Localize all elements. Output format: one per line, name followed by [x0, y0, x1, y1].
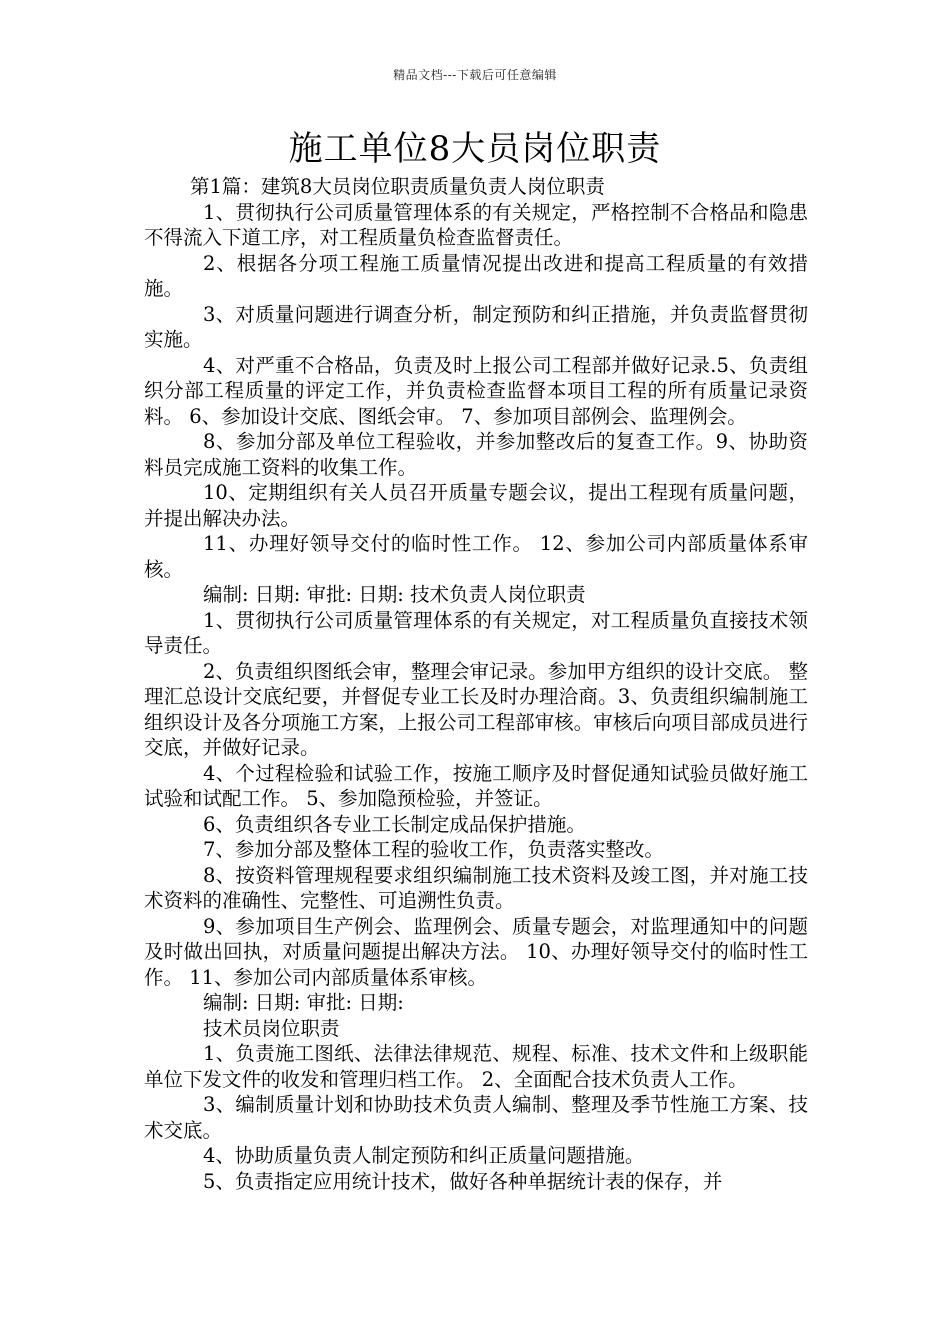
paragraph: 编制: 日期: 审批: 日期: [203, 991, 404, 1014]
paragraph: 编制: 日期: 审批: 日期: 技术负责人岗位职责 [203, 583, 586, 606]
paragraph: 1、负责施工图纸、法律法律规范、规程、标准、技术文件和上级职能单位下发文件的收发和管理归档工作。 2、全面配合技术负责人工作。 [144, 1042, 808, 1091]
paragraph: 9、参加项目生产例会、监理例会、质量专题会，对监理通知中的问题及时做出回执，对质量问题提出解决方法。 10、办理好领导交付的临时性工作。 11、参加公司内部质量体系审核。 [144, 914, 808, 989]
paragraph: 2、根据各分项工程施工质量情况提出改进和提高工程质量的有效措施。 [144, 251, 808, 300]
paragraph: 4、对严重不合格品，负责及时上报公司工程部并做好记录.5、负责组织分部工程质量的评定工作，并负责检查监督本项目工程的所有质量记录资料。 6、参加设计交底、图纸会审。 7、参加项目部例会、监理例会。 [144, 353, 808, 428]
paragraph: 3、对质量问题进行调查分析，制定预防和纠正措施，并负责监督贯彻实施。 [144, 302, 808, 351]
paragraph: 6、负责组织各专业工长制定成品保护措施。 [203, 812, 586, 836]
paragraph: 第1篇：建筑8大员岗位职责质量负责人岗位职责 [190, 175, 605, 198]
paragraph: 8、按资料管理规程要求组织编制施工技术资料及竣工图，并对施工技术资料的准确性、完整性、可追溯性负责。 [144, 863, 808, 912]
paragraph: 5、负责指定应用统计技术，做好各种单据统计表的保存，并 [203, 1169, 723, 1193]
paragraph: 11、办理好领导交付的临时性工作。 12、参加公司内部质量体系审核。 [144, 532, 808, 581]
paragraph: 4、协助质量负责人制定预防和纠正质量问题措施。 [203, 1144, 645, 1167]
paragraph: 1、贯彻执行公司质量管理体系的有关规定，严格控制不合格品和隐患不得流入下道工序，对工程质量负检查监督责任。 [144, 200, 808, 249]
page-header: 精品文档---下载后可任意编辑 [393, 68, 557, 82]
paragraph: 技术员岗位职责 [203, 1016, 340, 1040]
paragraph: 3、编制质量计划和协助技术负责人编制、整理及季节性施工方案、技术交底。 [144, 1093, 808, 1142]
document-title: 施工单位8大员岗位职责 [288, 129, 662, 169]
paragraph: 10、定期组织有关人员召开质量专题会议，提出工程现有质量问题，并提出解决办法。 [144, 481, 808, 530]
paragraph: 2、负责组织图纸会审，整理会审记录。参加甲方组织的设计交底。 整理汇总设计交底纪要，并督促专业工长及时办理洽商。3、负责组织编制施工组织设计及各分项施工方案，上报公司工程部审核。审核后向项目部成员进行交底，并做好记录。 [144, 659, 808, 759]
paragraph: 7、参加分部及整体工程的验收工作，负责落实整改。 [203, 838, 664, 861]
paragraph: 4、个过程检验和试验工作，按施工顺序及时督促通知试验员做好施工试验和试配工作。 5、参加隐预检验，并签证。 [144, 761, 808, 810]
document-body [144, 174, 808, 1194]
paragraph: 1、贯彻执行公司质量管理体系的有关规定，对工程质量负直接技术领导责任。 [144, 608, 808, 657]
paragraph: 8、参加分部及单位工程验收，并参加整改后的复查工作。9、协助资料员完成施工资料的收集工作。 [144, 430, 808, 479]
